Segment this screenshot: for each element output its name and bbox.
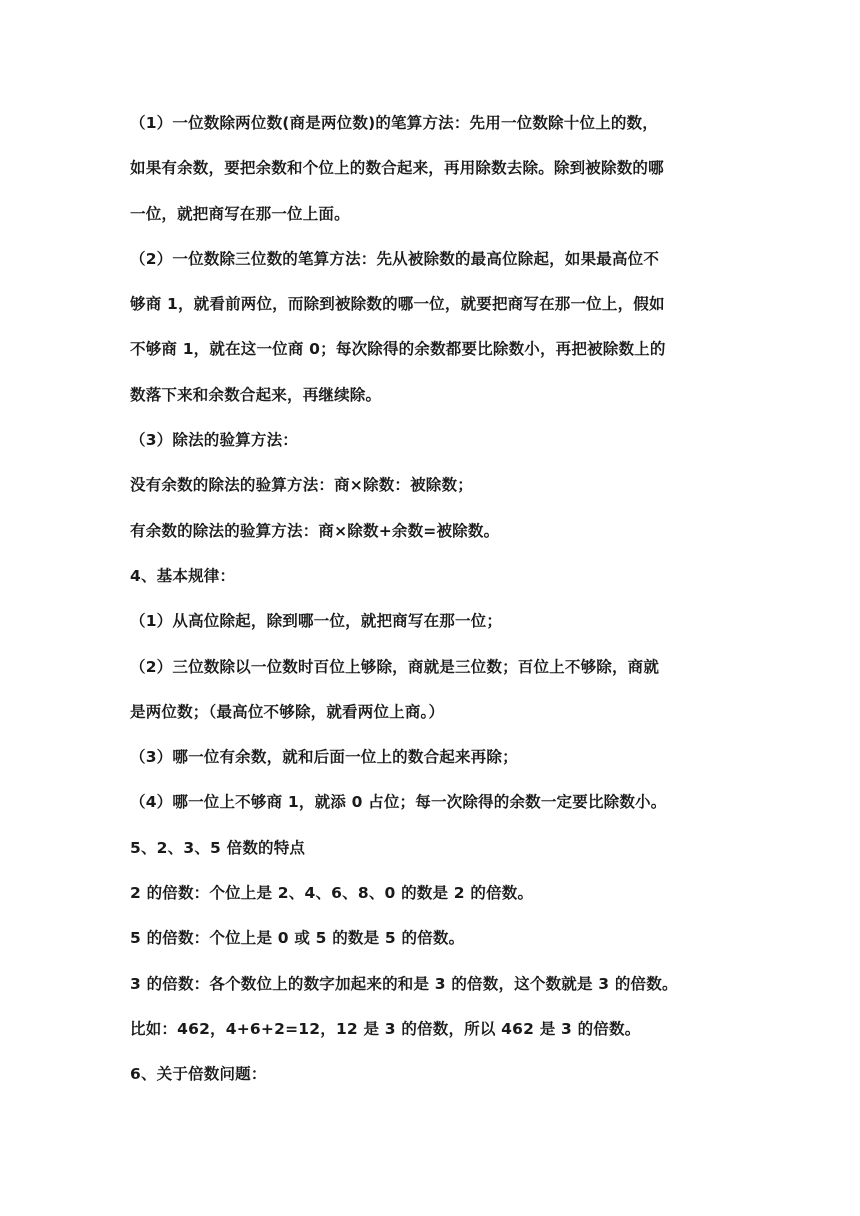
rule-4: （4）哪一位上不够商 1，就添 0 占位；每一次除得的余数一定要比除数小。	[130, 793, 667, 812]
multiples-of-5: 5 的倍数：个位上是 0 或 5 的数是 5 的倍数。	[130, 929, 465, 948]
section-6-heading: 6、关于倍数问题：	[130, 1065, 267, 1084]
method-2-line-1: （2）一位数除三位数的笔算方法：先从被除数的最高位除起，如果最高位不	[130, 249, 660, 268]
verification-no-remainder: 没有余数的除法的验算方法：商×除数：被除数；	[130, 476, 473, 495]
rule-3: （3）哪一位有余数，就和后面一位上的数合起来再除；	[130, 748, 518, 767]
method-1-line-1: （1）一位数除两位数(商是两位数)的笔算方法：先用一位数除十位上的数，	[130, 114, 658, 132]
multiples-of-2: 2 的倍数：个位上是 2、4、6、8、0 的数是 2 的倍数。	[130, 884, 534, 903]
rule-2-line-2: 是两位数；（最高位不够除，就看两位上商。）	[130, 702, 445, 721]
method-2-line-3: 不够商 1，就在这一位商 0；每次除得的余数都要比除数小，再把被除数上的	[130, 340, 666, 359]
multiples-of-3: 3 的倍数：各个数位上的数字加起来的和是 3 的倍数，这个数就是 3 的倍数。	[130, 974, 678, 993]
method-1-line-2: 如果有余数，要把余数和个位上的数合起来，再用除数去除。除到被除数的哪	[130, 159, 664, 178]
method-1-line-3: 一位，就把商写在那一位上面。	[130, 204, 350, 223]
section-5-heading: 5、2、3、5 倍数的特点	[130, 838, 306, 857]
verification-heading: （3）除法的验算方法：	[130, 431, 298, 450]
verification-with-remainder: 有余数的除法的验算方法：商×除数+余数=被除数。	[130, 521, 500, 540]
section-4-heading: 4、基本规律：	[130, 566, 236, 585]
method-2-line-2: 够商 1，就看前两位，而除到被除数的哪一位，就要把商写在那一位上，假如	[130, 295, 665, 314]
document-body	[130, 112, 740, 1109]
rule-1: （1）从高位除起，除到哪一位，就把商写在那一位；	[130, 612, 503, 631]
rule-2-line-1: （2）三位数除以一位数时百位上够除，商就是三位数；百位上不够除，商就	[130, 657, 660, 676]
multiples-of-3-example: 比如：462，4+6+2=12，12 是 3 的倍数，所以 462 是 3 的倍数。	[130, 1019, 641, 1038]
method-2-line-4: 数落下来和余数合起来，再继续除。	[130, 385, 382, 404]
